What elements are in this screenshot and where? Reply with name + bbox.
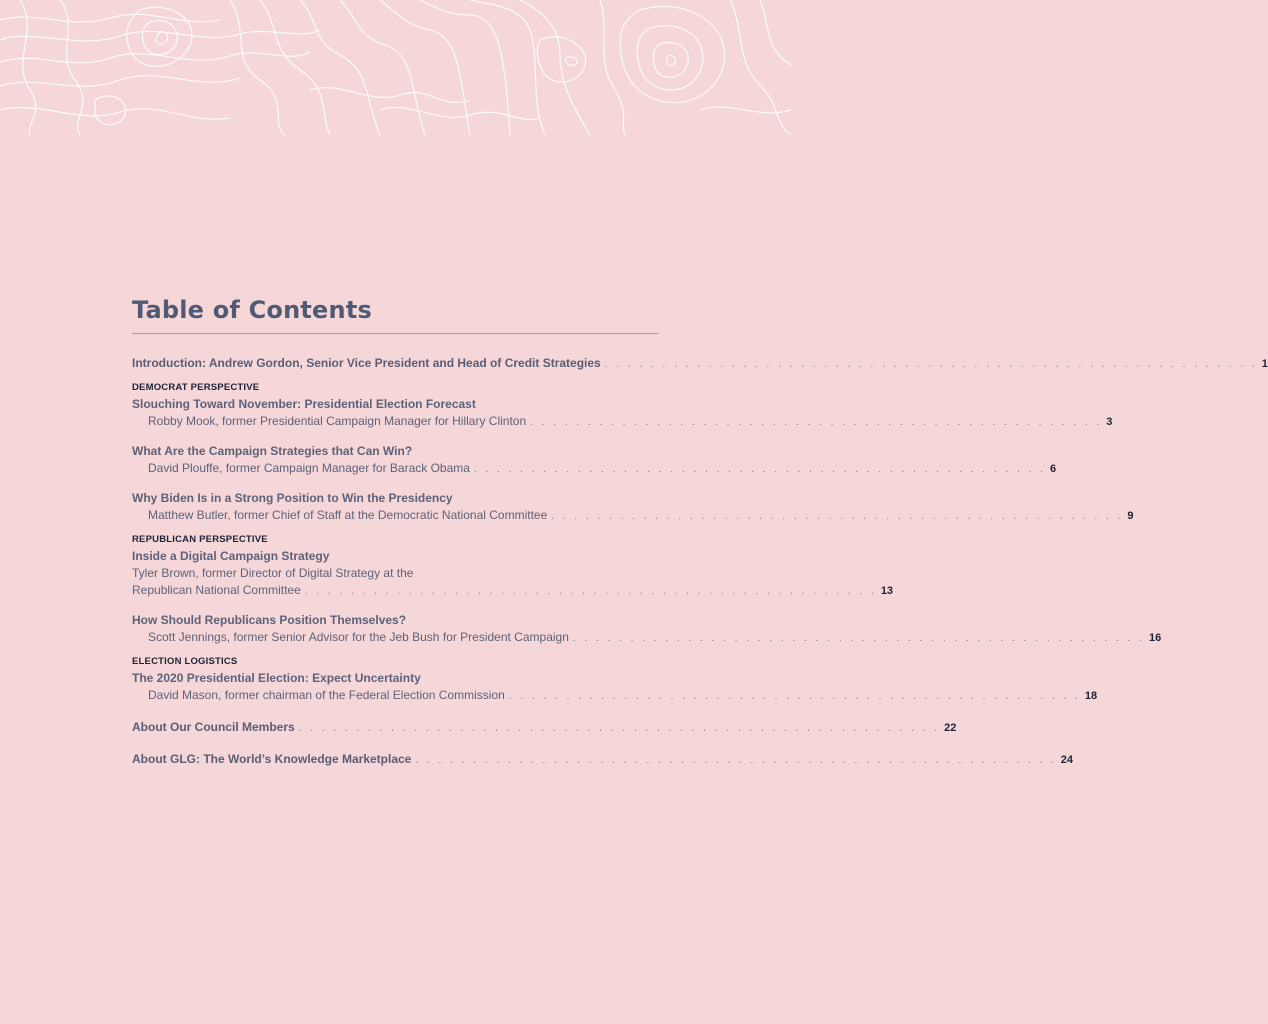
toc-entry-introduction[interactable] <box>132 355 1268 373</box>
toc-entry-title: The 2020 Presidential Election: Expect Uncertainty <box>132 671 421 685</box>
toc-entry-author-continued: Republican National Committee <box>132 583 301 597</box>
toc-entry-label: Introduction: Andrew Gordon, Senior Vice President and Head of Credit Strategies <box>132 356 601 370</box>
dot-leader: . . . . . . . . . . . . . . . . . . . . . . . . . . . . . . . . . . . . . . . . . . . . . . . . . . <box>530 417 1103 428</box>
dot-leader: . . . . . . . . . . . . . . . . . . . . . . . . . . . . . . . . . . . . . . . . . . . . . . . . . . <box>508 691 1081 702</box>
topographic-pattern <box>0 0 791 135</box>
toc-entry[interactable] <box>132 548 894 600</box>
toc-entry[interactable] <box>132 670 1098 705</box>
page-number: 1 <box>1261 358 1268 370</box>
toc-entry-title: How Should Republicans Position Themselves? <box>132 613 407 627</box>
toc-entry-about-glg[interactable] <box>132 751 1074 769</box>
page-title: Table of Contents <box>132 296 659 334</box>
toc-entry-about-council[interactable] <box>132 719 957 737</box>
page-number: 18 <box>1084 690 1098 702</box>
toc-entry[interactable] <box>132 612 1162 647</box>
page-number: 24 <box>1060 754 1074 766</box>
dot-leader: . . . . . . . . . . . . . . . . . . . . . . . . . . . . . . . . . . . . . . . . . . . . . . . . . . <box>551 511 1124 522</box>
page-number: 13 <box>880 585 894 597</box>
toc-entry-title: Why Biden Is in a Strong Position to Win the Presidency <box>132 491 453 505</box>
toc-entry[interactable] <box>132 443 1057 478</box>
toc-entry-label: About Our Council Members <box>132 720 295 734</box>
toc-entry-author: David Mason, former chairman of the Federal Election Commission <box>148 688 505 702</box>
toc-entry-author: Tyler Brown, former Director of Digital Strategy at the <box>132 566 414 580</box>
dot-leader: . . . . . . . . . . . . . . . . . . . . . . . . . . . . . . . . . . . . . . . . . . . . . . . . . . . . . . . . . <box>604 359 1258 370</box>
toc-entry-author: Robby Mook, former Presidential Campaign Manager for Hillary Clinton <box>148 414 527 428</box>
page-number: 3 <box>1106 416 1113 428</box>
page-number: 9 <box>1127 510 1134 522</box>
toc-entry-title: Slouching Toward November: Presidential Election Forecast <box>132 397 476 411</box>
toc-entry-author: David Plouffe, former Campaign Manager for Barack Obama <box>148 461 470 475</box>
section-heading-logistics: ELECTION LOGISTICS <box>132 656 238 667</box>
toc-entry-label: About GLG: The World’s Knowledge Marketplace <box>132 752 412 766</box>
page-number: 16 <box>1148 632 1162 644</box>
page-number: 22 <box>944 722 957 734</box>
table-of-contents <box>132 296 1268 769</box>
section-heading-republican: REPUBLICAN PERSPECTIVE <box>132 534 268 545</box>
page-number: 6 <box>1050 463 1057 475</box>
toc-entry-title: Inside a Digital Campaign Strategy <box>132 549 330 563</box>
dot-leader: . . . . . . . . . . . . . . . . . . . . . . . . . . . . . . . . . . . . . . . . . . . . . . . . . . . . . . . . <box>298 723 941 734</box>
toc-entry[interactable] <box>132 490 1134 525</box>
dot-leader: . . . . . . . . . . . . . . . . . . . . . . . . . . . . . . . . . . . . . . . . . . . . . . . . . . <box>304 586 877 597</box>
dot-leader: . . . . . . . . . . . . . . . . . . . . . . . . . . . . . . . . . . . . . . . . . . . . . . . . . . <box>473 464 1046 475</box>
toc-entry-title: What Are the Campaign Strategies that Can Win? <box>132 444 413 458</box>
dot-leader: . . . . . . . . . . . . . . . . . . . . . . . . . . . . . . . . . . . . . . . . . . . . . . . . . . . . . . . . <box>415 755 1057 766</box>
section-heading-democrat: DEMOCRAT PERSPECTIVE <box>132 382 260 393</box>
dot-leader: . . . . . . . . . . . . . . . . . . . . . . . . . . . . . . . . . . . . . . . . . . . . . . . . . . <box>572 633 1145 644</box>
toc-entry[interactable] <box>132 396 1113 431</box>
toc-entry-author: Matthew Butler, former Chief of Staff at the Democratic National Committee <box>148 508 548 522</box>
toc-entry-author: Scott Jennings, former Senior Advisor for the Jeb Bush for President Campaign <box>148 630 569 644</box>
